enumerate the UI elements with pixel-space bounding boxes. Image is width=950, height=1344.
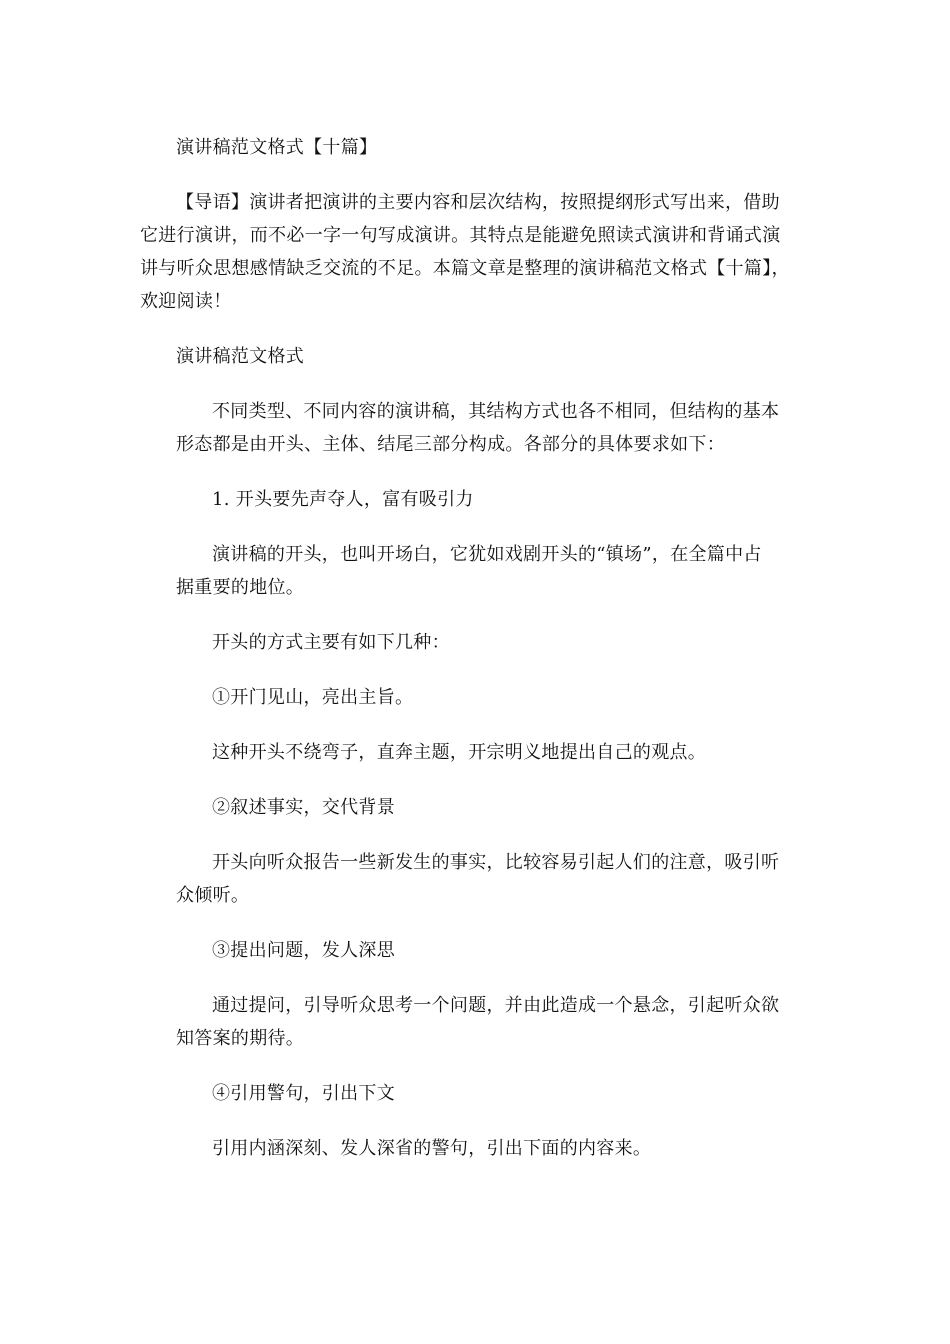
intro-line-1: 【导语】演讲者把演讲的主要内容和层次结构，按照提纲形式写出来，借助: [176, 192, 780, 213]
document-title: 演讲稿范文格式【十篇】: [176, 137, 378, 158]
section-title: 演讲稿范文格式: [176, 346, 305, 367]
list-item-2-description-line-1: 开头向听众报告一些新发生的事实，比较容易引起人们的注意，吸引听: [212, 852, 780, 873]
paragraph-2-line-2: 据重要的地位。: [176, 577, 305, 598]
paragraph-1-line-1: 不同类型、不同内容的演讲稿，其结构方式也各不相同，但结构的基本: [212, 401, 780, 422]
list-item-4-heading: ④引用警句，引出下文: [212, 1083, 395, 1104]
list-item-3-description-line-1: 通过提问，引导听众思考一个问题，并由此造成一个悬念，引起听众欲: [212, 995, 780, 1016]
list-item-4-description: 引用内涵深刻、发人深省的警句，引出下面的内容来。: [212, 1138, 652, 1159]
list-item-3-description-line-2: 知答案的期待。: [176, 1028, 305, 1049]
list-item-2-heading: ②叙述事实，交代背景: [212, 797, 395, 818]
intro-line-4: 欢迎阅读！: [140, 291, 232, 312]
intro-line-2: 它进行演讲，而不必一字一句写成演讲。其特点是能避免照读式演讲和背诵式演: [140, 225, 781, 246]
subheading-1: 1. 开头要先声夺人，富有吸引力: [212, 489, 474, 510]
paragraph-2-line-1: 演讲稿的开头，也叫开场白，它犹如戏剧开头的“镇场”，在全篇中占: [212, 544, 762, 565]
list-item-1-description: 这种开头不绕弯子，直奔主题，开宗明义地提出自己的观点。: [212, 742, 707, 763]
paragraph-1-line-2: 形态都是由开头、主体、结尾三部分构成。各部分的具体要求如下：: [176, 434, 725, 455]
list-item-2-description-line-2: 众倾听。: [176, 885, 250, 906]
list-item-3-heading: ③提出问题，发人深思: [212, 940, 395, 961]
paragraph-3: 开头的方式主要有如下几种：: [212, 632, 450, 653]
intro-line-3: 讲与听众思想感情缺乏交流的不足。本篇文章是整理的演讲稿范文格式【十篇】，: [140, 258, 790, 279]
list-item-1-heading: ①开门见山，亮出主旨。: [212, 687, 414, 708]
